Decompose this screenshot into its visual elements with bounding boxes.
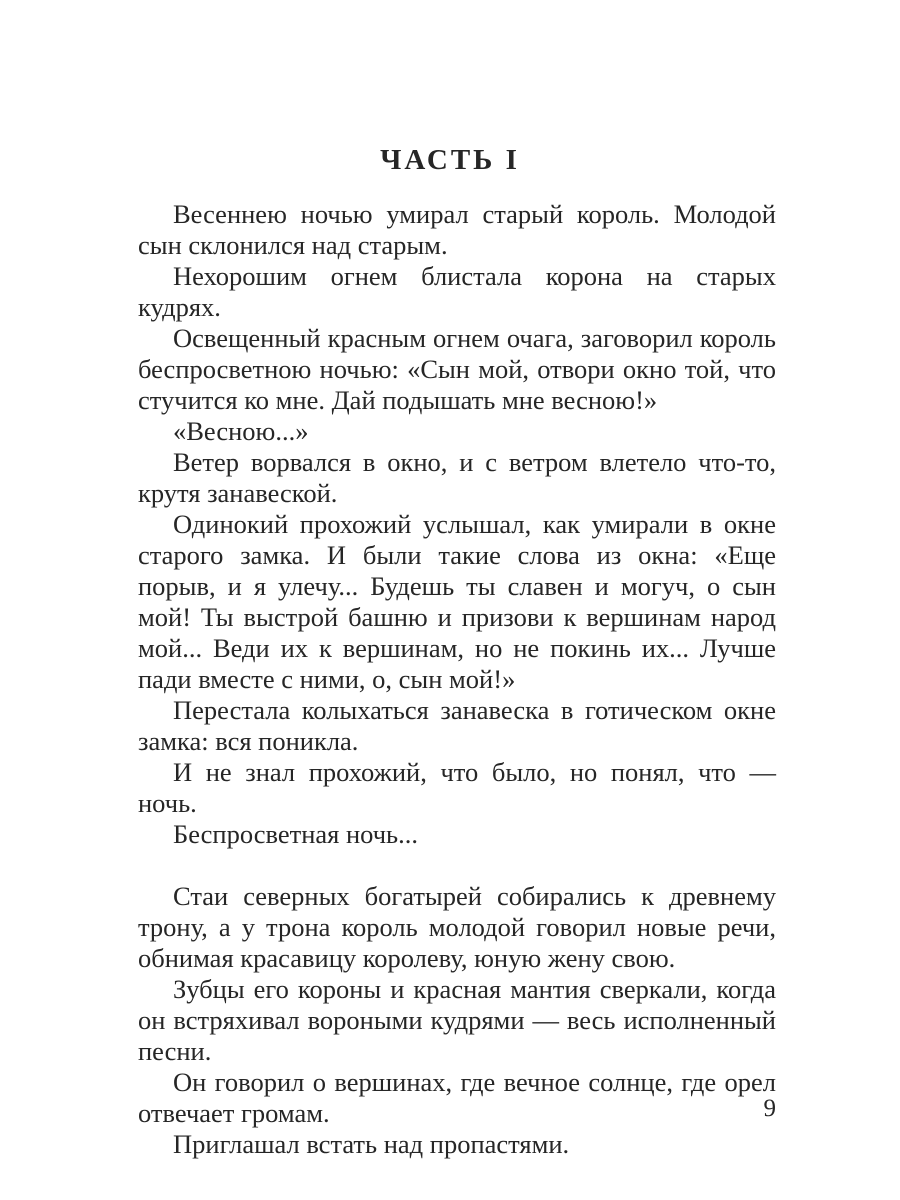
paragraph: Перестала колыхаться занавеска в готическом окне замка: вся поникла. <box>138 695 776 756</box>
paragraph: Он говорил о вершинах, где вечное солнце, где орел отвечает громам. <box>138 1067 776 1128</box>
paragraph: Весеннею ночью умирал старый король. Молодой сын склонился над старым. <box>138 199 776 260</box>
chapter-title: ЧАСТЬ I <box>380 144 520 176</box>
paragraph: Одинокий прохожий услышал, как умирали в окне старого замка. И были такие слова из окна: «Еще порыв, и я улечу... Будешь ты славен и могуч, о сын мой! Ты выстрой башню и призови к вершинам народ мой... Веди их к вершинам, но не покинь их... Лучше пади вместе с ними, о, сын мой!» <box>138 509 776 694</box>
section-break <box>138 850 776 881</box>
paragraph: Ветер ворвался в окно, и с ветром влетело что-то, крутя занавеской. <box>138 447 776 508</box>
paragraph: Приглашал встать над пропастями. <box>173 1129 570 1159</box>
paragraph: Стаи северных богатырей собирались к древнему трону, а у трона король молодой говорил новые речи, обнимая красавицу королеву, юную жену свою. <box>138 881 776 973</box>
page-number: 9 <box>763 1095 776 1122</box>
paragraph: Нехорошим огнем блистала корона на старых кудрях. <box>138 261 776 322</box>
body-text <box>138 199 776 1160</box>
paragraph: Зубцы его короны и красная мантия сверкали, когда он встряхивал вороными кудрями — весь исполненный песни. <box>138 974 776 1066</box>
paragraph: Беспросветная ночь... <box>173 819 418 849</box>
paragraph: «Весною...» <box>173 416 309 446</box>
paragraph: Освещенный красным огнем очага, заговорил король беспросветною ночью: «Сын мой, отвори окно той, что стучится ко мне. Дай подышать мне весною!» <box>138 323 776 415</box>
paragraph: И не знал прохожий, что было, но понял, что — ночь. <box>138 757 776 818</box>
